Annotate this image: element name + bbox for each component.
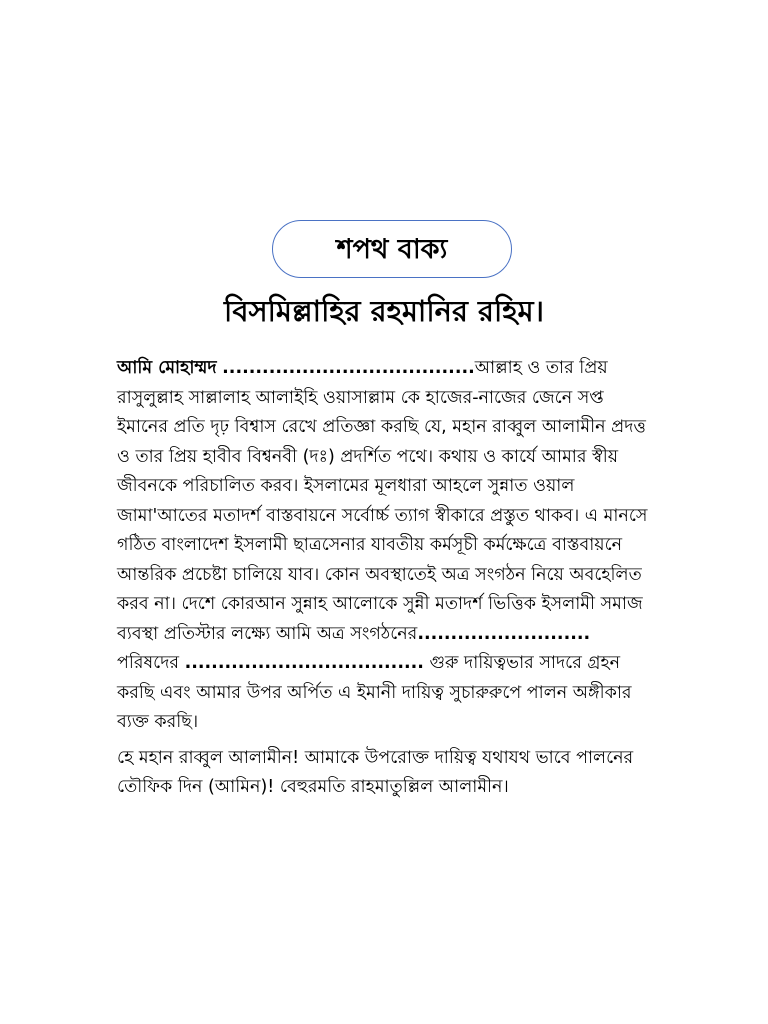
oath-body-part1: রাসুলুল্লাহ সাল্লালাহ আলাইহি ওয়াসাল্লাম কে হাজের-নাজের জেনে সপ্ত ইমানের প্রতি দৃঢ় বিশ্বাস রেখে প্রতিজ্ঞা করছি যে, মহান রাব্বুল আলামীন প্রদত্ত ও তার প্রিয় হাবীব বিশ্বনবী (দঃ) প্রদর্শিত পথে। কথায় ও কার্যে আমার স্বীয় জীবনকে পরিচালিত করব। ইসলামের মূলধারা আহলে সুন্নাত ওয়াল জামা'আতের মতাদর্শ বাস্তবায়নে সর্বোর্চ্চ ত্যাগ স্বীকারে প্রস্তুত থাকব। এ মানসে গঠিত বাংলাদেশ ইসলামী ছাত্রসেনার যাবতীয় কর্মসূচী কর্মক্ষেত্রে বাস্তবায়নে আন্তরিক প্রচেষ্টা চালিয়ে যাব। কোন অবস্থাতেই অত্র সংগঠন নিয়ে অবহেলিত করব না। দেশে কোরআন সুন্নাহ আলোকে সুন্নী মতাদর্শ ভিত্তিক ইসলামী সমাজ ব্যবস্থা প্রতিস্টার লক্ষ্যে আমি অত্র সংগঠনের [117, 387, 648, 644]
oath-paragraph [117, 354, 657, 738]
oath-body-part2: পরিষদের [117, 653, 180, 673]
oath-line1-tail: আল্লাহ ও তার প্রিয় [474, 358, 608, 378]
oath-content [117, 354, 657, 803]
oath-body-part3: গুরু দায়িত্বভার সাদরে গ্রহন করছি এবং আমার উপর অর্পিত এ ইমানী দায়িত্ব সুচারুরুপে পালন অঙ্গীকার ব্যক্ত করছি। [117, 653, 632, 732]
responsibility-blank: .................................... [184, 653, 424, 673]
bismillah-heading: বিসমিল্লাহির রহমানির রহিম। [224, 294, 544, 328]
prayer-paragraph: হে মহান রাব্বুল আলামীন! আমাকে উপরোক্ত দায়িত্ব যথাযথ ভাবে পালনের তৌফিক দিন (আমিন)! বেহুরমতি রাহমাতুল্লিল আলামীন। [117, 747, 634, 797]
name-blank: ...................................... [222, 358, 475, 378]
document-title: শপথ বাক্য [336, 233, 448, 265]
oath-name-label: আমি মোহাম্মদ [117, 358, 217, 378]
organization-blank: .......................... [417, 623, 591, 644]
title-box [272, 220, 512, 278]
